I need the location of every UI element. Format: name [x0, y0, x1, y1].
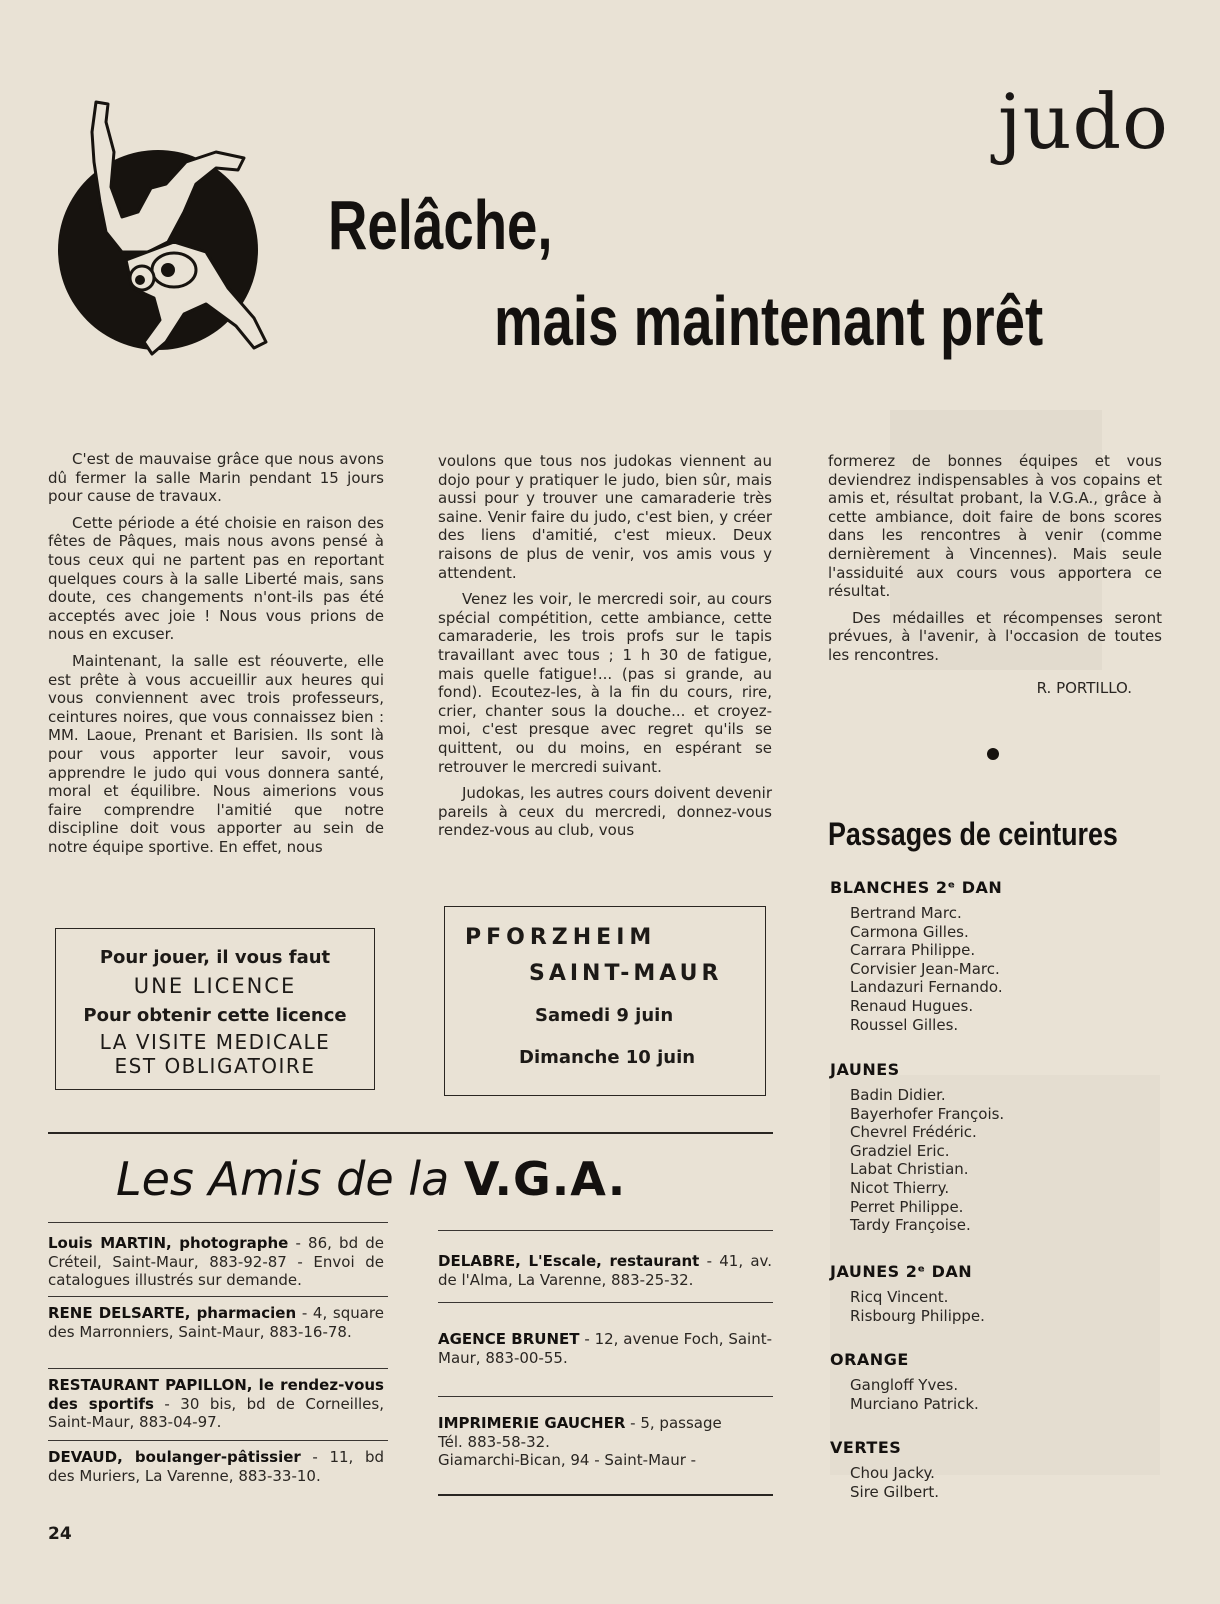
belt-name-list — [850, 1086, 1004, 1235]
sponsor-details: - 11, bd des Muriers, La Varenne, 883-33-10. — [48, 1448, 384, 1485]
headline-line-2: mais maintenant prêt — [494, 282, 1044, 360]
article-column-3 — [828, 452, 1162, 705]
divider — [438, 1302, 773, 1303]
sponsor-name: RENE DELSARTE, pharmacien — [48, 1304, 297, 1322]
notice-line: UNE LICENCE — [133, 974, 297, 998]
sponsor-name: DELABRE, L'Escale, restaurant — [438, 1252, 700, 1270]
sponsor-details: Giamarchi-Bican, 94 - Saint-Maur - — [438, 1451, 697, 1470]
article-column-1 — [48, 450, 384, 864]
divider — [48, 1222, 388, 1223]
belts-heading: Passages de ceintures — [828, 816, 1118, 852]
paragraph: formerez de bonnes équipes et vous deviendrez indispensables à vos copains et amis et, résultat probant, la V.G.A., grâce à cette ambiance, doit faire de bons scores dans les rencontres à venir (comme dernièrement à Vincennes). Mais seule l'assiduité aux cours vous apportera ce résultat. — [828, 452, 1162, 601]
paragraph: Des médailles et récompenses seront prévues, à l'avenir, à l'occasion de toutes les rencontres. — [828, 608, 1162, 664]
sponsors-heading-brand: V.G.A. — [463, 1152, 627, 1206]
sponsor-ad — [438, 1330, 772, 1367]
paragraph: C'est de mauvaise grâce que nous avons dû fermer la salle Marin pendant 15 jours pour cause de travaux. — [48, 450, 384, 506]
divider — [48, 1132, 773, 1134]
sponsor-ad — [48, 1376, 384, 1432]
list-item: Roussel Gilles. — [850, 1015, 959, 1034]
sponsor-ad — [48, 1234, 384, 1290]
divider — [48, 1440, 388, 1441]
paragraph: Judokas, les autres cours doivent devenir pareils à ceux du mercredi, donnez-vous rendez-vous au club, vous — [438, 784, 772, 840]
sponsor-details: - 86, bd de Créteil, Saint-Maur, 883-92-87 - Envoi de catalogues illustrés sur demande. — [48, 1234, 384, 1290]
belt-category: JAUNES 2ᵉ DAN — [830, 1262, 973, 1281]
list-item: Sire Gilbert. — [850, 1482, 940, 1501]
paragraph: Maintenant, la salle est réouverte, elle est prête à vous accueillir aux heures qui vous conviennent avec trois professeurs, ceintures noires, que vous connaissez bien : MM. Laoue, Prenant et Barisien. Ils sont là pour vous apporter leur savoir, vous apprendre le judo qui vous donnera santé, moral et équilibre. Nous aimerions vous faire comprendre l'amitié que notre discipline doit vous apporter au sein de notre équipe sportive. En effet, nous — [48, 651, 384, 856]
article-column-2 — [438, 452, 772, 848]
sponsor-ad — [438, 1414, 772, 1470]
notice-line: Pour obtenir cette licence — [83, 1005, 347, 1026]
event-date: Dimanche 10 juin — [519, 1047, 696, 1068]
belt-name-list — [850, 1288, 985, 1325]
divider — [438, 1396, 773, 1397]
divider — [438, 1230, 773, 1231]
sponsor-details: Tél. 883-58-32. — [438, 1432, 550, 1451]
list-item: Risbourg Philippe. — [850, 1306, 985, 1325]
sponsor-ad — [48, 1448, 384, 1485]
list-item: Badin Didier. — [850, 1086, 946, 1104]
belt-name-list — [850, 1376, 979, 1413]
sponsor-details: - 41, av. de l'Alma, La Varenne, 883-25-32. — [438, 1252, 772, 1289]
belt-name-list — [850, 904, 1003, 1034]
event-box — [444, 906, 766, 1096]
paragraph: Venez les voir, le mercredi soir, au cours spécial compétition, cette ambiance, cette camaraderie, les trois profs sur le tapis travaillant avec tous ; 1 h 30 de fatigue, mais quelle fatigue!... (pas si grande, au fond). Ecoutez-les, à la fin du cours, rire, crier, chanter sous la douche... et croyez-moi, c'est presque avec regret qu'ils se quittent, ou du moins, en espérant se retrouver le mercredi suivant. — [438, 590, 772, 776]
belt-category: BLANCHES 2ᵉ DAN — [830, 878, 1003, 897]
notice-line: EST OBLIGATOIRE — [114, 1054, 316, 1078]
sponsor-name: DEVAUD, boulanger-pâtissier — [48, 1448, 301, 1466]
list-item: Labat Christian. — [850, 1160, 969, 1179]
list-item: Perret Philippe. — [850, 1197, 964, 1216]
sponsor-details: - 12, avenue Foch, Saint-Maur, 883-00-55. — [438, 1330, 772, 1367]
belt-category: VERTES — [830, 1438, 902, 1457]
sponsor-name: IMPRIMERIE GAUCHER — [438, 1414, 626, 1432]
section-title: judo — [998, 77, 1169, 166]
page-number: 24 — [48, 1524, 72, 1544]
judo-emblem-icon — [56, 92, 282, 364]
list-item: Ricq Vincent. — [850, 1288, 949, 1306]
list-item: Chou Jacky. — [850, 1464, 935, 1482]
list-item: Carrara Philippe. — [850, 941, 976, 960]
list-item: Murciano Patrick. — [850, 1394, 979, 1413]
notice-line: Pour jouer, il vous faut — [99, 947, 331, 968]
list-item: Bayerhofer François. — [850, 1104, 1005, 1123]
list-item: Chevrel Frédéric. — [850, 1123, 977, 1142]
licence-notice-box — [55, 928, 375, 1090]
list-item: Renaud Hugues. — [850, 996, 974, 1015]
sponsors-heading-prefix: Les Amis de la — [116, 1152, 464, 1206]
divider — [48, 1296, 388, 1297]
paragraph: Cette période a été choisie en raison des fêtes de Pâques, mais nous avons pensé à tous ceux qui ne partent pas en reportant quelques cours à la salle Liberté mais, sans doute, ces changements n'ont-ils pas été acceptés avec joie ! Nous vous prions de nous en excuser. — [48, 513, 384, 644]
event-line: PFORZHEIM — [465, 925, 657, 950]
list-item: Corvisier Jean-Marc. — [850, 959, 1000, 978]
separator-dot — [987, 748, 999, 760]
author-signature: R. PORTILLO. — [1036, 678, 1132, 697]
sponsor-ad — [438, 1252, 772, 1289]
sponsors-heading — [116, 1152, 626, 1206]
sponsor-name: AGENCE BRUNET — [438, 1330, 580, 1348]
belt-category: ORANGE — [830, 1350, 909, 1369]
sponsor-details: - 4, square des Marronniers, Saint-Maur, 883-16-78. — [48, 1304, 384, 1341]
notice-line: LA VISITE MEDICALE — [99, 1030, 331, 1054]
divider — [438, 1494, 773, 1496]
list-item: Nicot Thierry. — [850, 1178, 950, 1197]
belt-category: JAUNES — [830, 1060, 900, 1079]
belt-name-list — [850, 1464, 939, 1501]
sponsor-ad — [48, 1304, 384, 1341]
sponsor-name: Louis MARTIN, photographe — [48, 1234, 289, 1252]
list-item: Landazuri Fernando. — [850, 978, 1003, 997]
sponsor-name: RESTAURANT PAPILLON, le rendez-vous des sportifs — [48, 1376, 384, 1413]
list-item: Gradziel Eric. — [850, 1141, 950, 1160]
list-item: Tardy Françoise. — [850, 1216, 971, 1235]
headline-line-1: Relâche, — [328, 186, 553, 264]
list-item: Carmona Gilles. — [850, 922, 969, 941]
divider — [48, 1368, 388, 1369]
list-item: Bertrand Marc. — [850, 904, 962, 922]
list-item: Gangloff Yves. — [850, 1376, 959, 1394]
paragraph: voulons que tous nos judokas viennent au dojo pour y pratiquer le judo, bien sûr, mais aussi pour y trouver une camaraderie très saine. Venir faire du judo, c'est bien, y créer des liens d'amitié, c'est mieux. Deux raisons de plus de venir, vos amis vous y attendent. — [438, 452, 772, 582]
sponsor-details: - 5, passage — [625, 1414, 722, 1432]
sponsor-details: - 30 bis, bd de Corneilles, Saint-Maur, 883-04-97. — [48, 1394, 384, 1432]
event-line: SAINT-MAUR — [529, 961, 723, 986]
event-date: Samedi 9 juin — [535, 1005, 674, 1026]
